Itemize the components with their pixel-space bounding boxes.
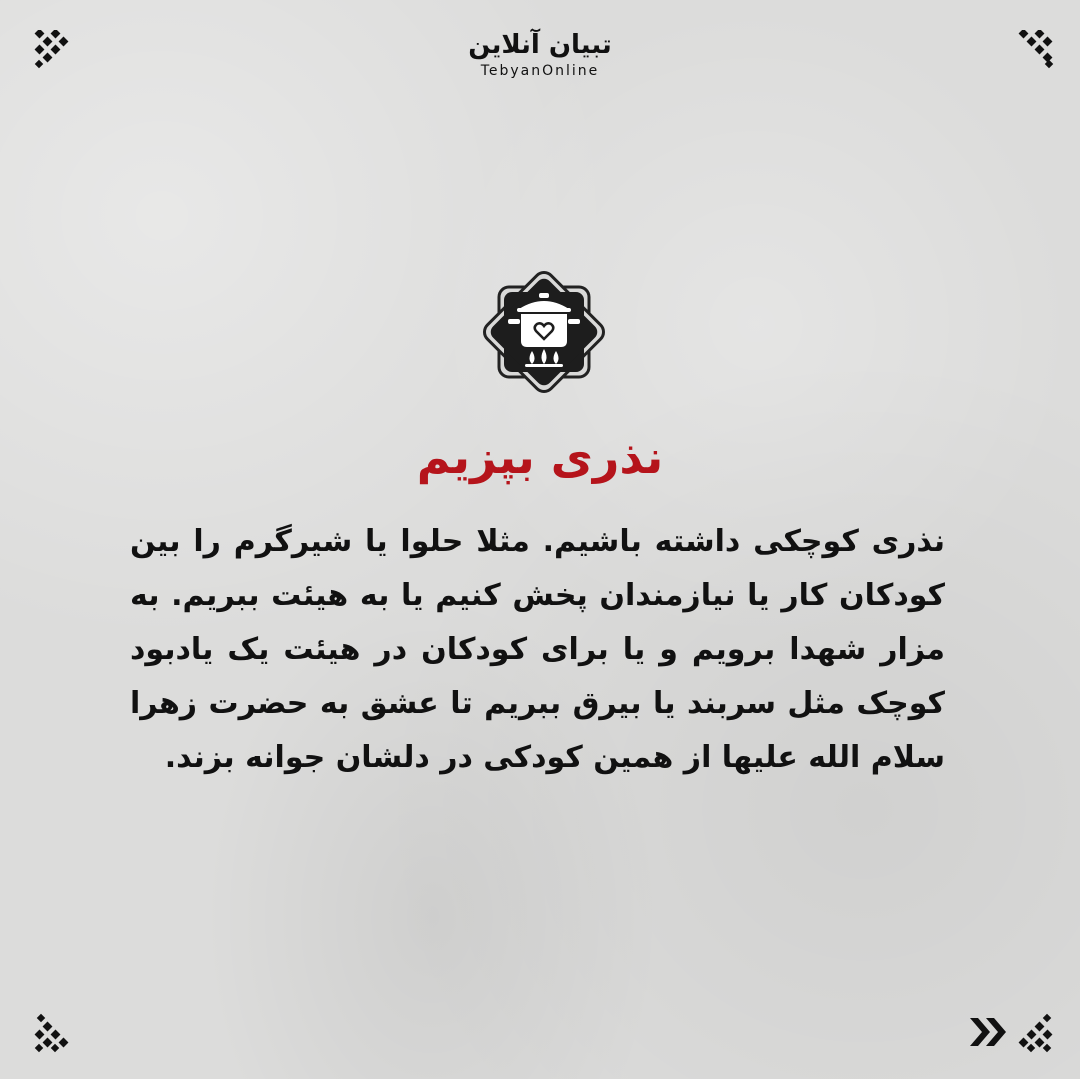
page-title: نذری بپزیم <box>416 430 664 484</box>
brand-name-en: TebyanOnline <box>480 63 600 79</box>
cooking-pot-icon <box>475 263 613 401</box>
corner-pattern-icon <box>1016 1013 1056 1053</box>
corner-pattern-icon <box>32 1013 72 1053</box>
brand-name-fa: تبیان آنلاین <box>468 30 612 60</box>
double-chevron-right-icon[interactable] <box>968 1012 1008 1052</box>
body-paragraph: نذری کوچکی داشته باشیم. مثلا حلوا یا شیرگرم را بین کودکان کار یا نیازمندان پخش کنیم یا به هیئت ببریم. به مزار شهدا برویم و یا برای کودکان در هیئت یک یادبود کوچک مثل سربند یا بیرق ببریم تا عشق به حضرت زهرا سلام الله علیها از همین کودکی در دلشان جوانه بزند. <box>130 524 945 775</box>
brand-logo <box>0 28 1080 80</box>
